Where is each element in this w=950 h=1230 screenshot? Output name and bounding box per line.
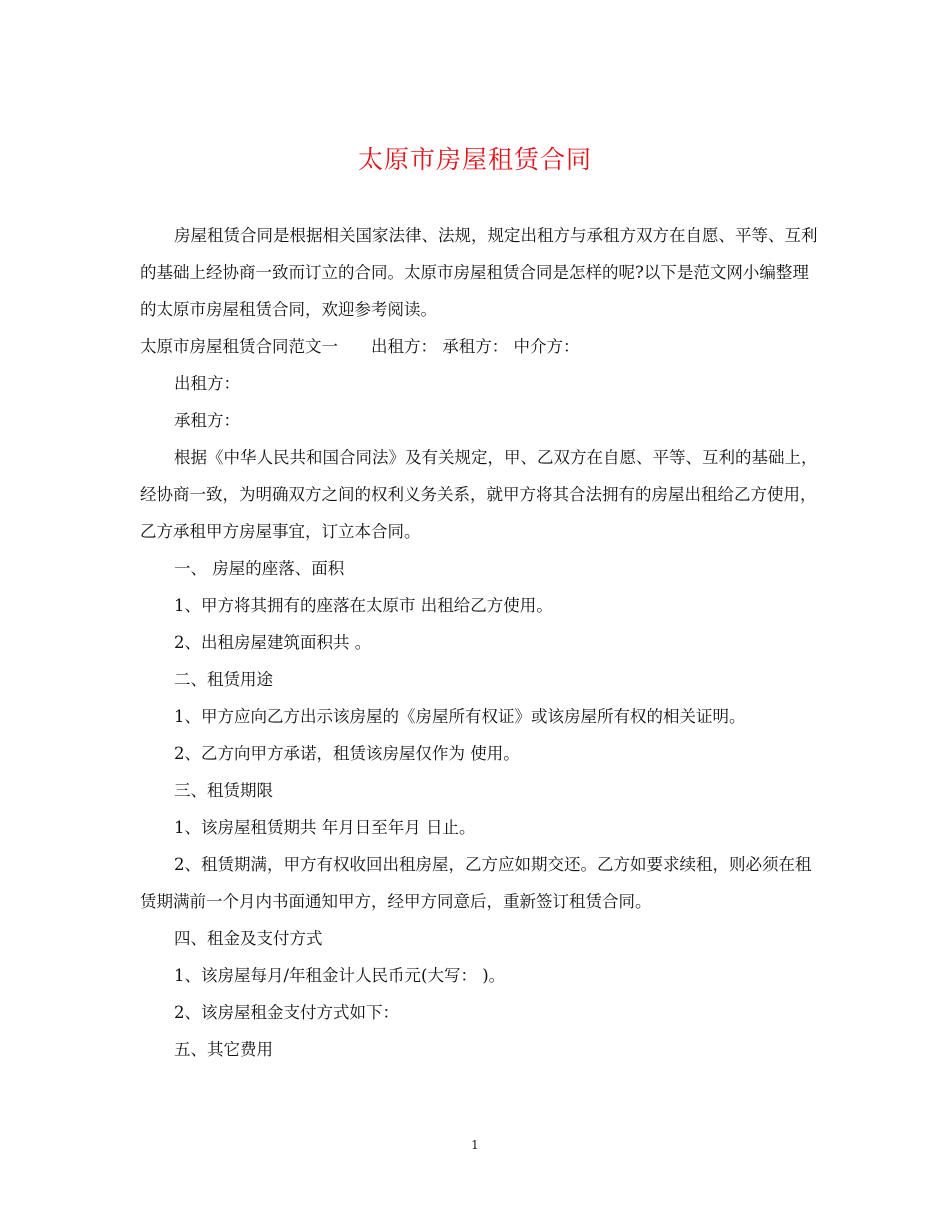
clause-location-1: 1、甲方将其拥有的座落在太原市 出租给乙方使用。 xyxy=(174,596,553,615)
paragraph-lessee: 承租方： xyxy=(174,411,240,430)
paragraph-basis: 根据《中华人民共和国合同法》及有关规定，甲、乙双方在自愿、平等、互利的基础上，经协商一致，为明确双方之间的权利义务关系，就甲方将其合法拥有的房屋出租给乙方使用，乙方承租甲方房屋事宜，订立本合同。 xyxy=(140,448,818,541)
clause-purpose-1: 1、甲方应向乙方出示该房屋的《房屋所有权证》或该房屋所有权的相关证明。 xyxy=(174,707,746,726)
section-heading-other-fees: 五、其它费用 xyxy=(174,1040,273,1059)
clause-rent-1: 1、该房屋每月/年租金计人民币元(大写： )。 xyxy=(174,966,506,985)
section-heading-rent: 四、租金及支付方式 xyxy=(174,929,323,948)
document-body xyxy=(140,217,820,1068)
section-heading-location: 一、 房屋的座落、面积 xyxy=(174,559,345,578)
paragraph-intro: 房屋租赁合同是根据相关国家法律、法规，规定出租方与承租方双方在自愿、平等、互利的基础上经协商一致而订立的合同。太原市房屋租赁合同是怎样的呢?以下是范文网小编整理的太原市房屋租赁合同，欢迎参考阅读。 xyxy=(140,226,818,319)
clause-rent-2: 2、该房屋租金支付方式如下： xyxy=(174,1003,399,1022)
page-number: 1 xyxy=(471,1138,479,1152)
paragraph-lessor: 出租方： xyxy=(174,374,240,393)
section-heading-purpose: 二、租赁用途 xyxy=(174,670,273,689)
section-heading-term: 三、租赁期限 xyxy=(174,781,273,800)
paragraph-sample-heading: 太原市房屋租赁合同范文一 出租方： 承租方： 中介方： xyxy=(140,337,580,356)
document-title: 太原市房屋租赁合同 xyxy=(357,145,592,174)
clause-purpose-2: 2、乙方向甲方承诺，租赁该房屋仅作为 使用。 xyxy=(174,744,520,763)
clause-term-2: 2、租赁期满，甲方有权收回出租房屋，乙方应如期交还。乙方如要求续租，则必须在租赁期满前一个月内书面通知甲方，经甲方同意后，重新签订租赁合同。 xyxy=(140,855,812,911)
clause-location-2: 2、出租房屋建筑面积共 。 xyxy=(174,633,372,652)
clause-term-1: 1、该房屋租赁期共 年月日至年月 日止。 xyxy=(174,818,476,837)
